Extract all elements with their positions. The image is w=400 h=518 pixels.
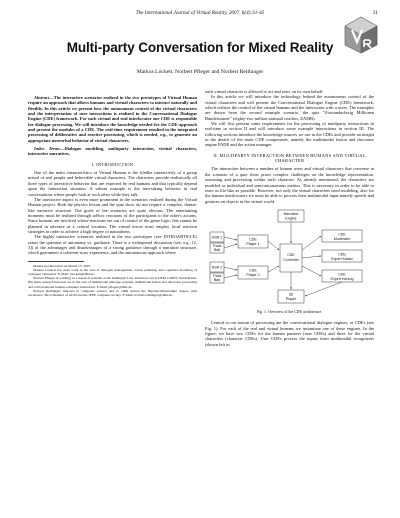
cde-controller-label-1: CDE bbox=[287, 252, 295, 257]
section-heading-multiparty: II. MULTIPARTY INTERACTION BETWEEN HUMANS AND VIRTUAL CHARACTER bbox=[213, 152, 366, 164]
cde-player1-label-1: CDE bbox=[249, 237, 257, 242]
left-column bbox=[28, 95, 197, 297]
cde-architecture-diagram bbox=[206, 208, 374, 308]
right-paragraph-1: each virtual character is allowed to act and react on its own behalf. bbox=[205, 89, 324, 94]
paper-authors: Markus Löckelt, Norbert Pfleger and Norbert Reithinger bbox=[136, 69, 264, 75]
player-3d-label-1: 3D bbox=[288, 292, 294, 297]
figure-caption: Fig. 1. Overview of the CDE architecture. bbox=[256, 309, 323, 314]
trackball2-label-2: Ball bbox=[214, 277, 220, 282]
footnote-received: Manuscript Received on March 15, 2007. bbox=[33, 263, 92, 268]
abstract bbox=[28, 95, 197, 143]
paper-title: Multi-party Conversation for Mixed Reality bbox=[66, 40, 334, 55]
running-head bbox=[22, 10, 378, 20]
index-terms bbox=[28, 146, 197, 157]
footnote-author-1: Markus Löckelt has done work in the area of dialogue management, action planning, and cognitive modeling of computer characters. E-Mail: loeckelt@dfki.de. bbox=[28, 267, 197, 277]
footnotes bbox=[28, 264, 197, 298]
intro-paragraph-3: The highly interactive scenarios realized in the two prototypes (see INTROARTICLE) raises the question of autonomy vs. guidance. There is a widespread discussion (see, e.g., [2, 3]) of the advantages and disadvantages of a strong guidance through a narration structure, which guarantees a coherent story experience, and the autonomous approach where bbox=[28, 234, 197, 256]
player-3d-label-2: Player bbox=[285, 296, 297, 301]
cde-controller-label-2: Controller bbox=[283, 257, 299, 262]
sec2-paragraph-1: The interaction between a number of human users and virtual characters that converse in the scenario of a quiz show poses complex challenges on the knowledge representation, reasoning and processing within each character. As already mentioned, the characters are modeled as individual and semi-autonomous entities. This is necessary in order to be able to react as life-like as possible. However, not only the virtual characters need modeling, also for the human interlocutors we must be able to process their multimodal input-namely speech and gestures on objects in the virtual world. bbox=[205, 166, 374, 204]
cde-player1-label-2: Player 1 bbox=[246, 241, 260, 246]
right-paragraph-3: We will first present some requirements for the processing of multiparty interactions in real-time in section II and will introduce some example interactions in section III. The following sections introduce the knowledge sources we use in the CDEs and provide an insight in the details of the main CDE components, namely the multimodal fusion and discourse engine FADE and the action manager. bbox=[205, 121, 374, 148]
intro-paragraph-2: The interactive aspect is even more prominent in the scenarios realized during the Virtual Human project. Both the physics lesson and the quiz show do not require a complex, drama-like narrative structure. The goals of the scenarios are quite obvious. The entertaining moments must be realized through ad-hoc reactions of the participants to the other's actions. Since humans are involved whose reactions are out of control of the game logic, this cannot be planned in advance at a central location. The virtual actors must employ local reaction strategies in order to achieve a high degree of naturalness. bbox=[28, 196, 197, 234]
section-heading-introduction: I. INTRODUCTION bbox=[91, 161, 134, 167]
cde-architecture-figure bbox=[206, 208, 374, 308]
cde-player2-label-2: Player 2 bbox=[246, 272, 260, 277]
cde-herzog-label-1: CDE bbox=[338, 272, 346, 277]
cde-moderator-label-2: Moderator bbox=[333, 236, 351, 241]
index-terms-text: —Dialogue modeling, multiparty interaction, virtual characters, interactive narratives. bbox=[28, 146, 198, 157]
right-paragraph-2: In this article we will introduce the technology behind the autonomous control of the virtual characters and will present the Conversational Dialogue Engine (CDE) framework, which realizes the control of the virtual humans and the interaction with a users. The examples are drawn from the second example scenario, the quiz "Zweiundachtzig Millionen Bundestrainer" (eighty-two million national coaches, ZAMB). bbox=[205, 94, 374, 121]
cde-kaiser-label-1: CDE bbox=[338, 252, 346, 257]
asr2-label: ASR 2 bbox=[211, 265, 223, 270]
right-column bbox=[205, 89, 374, 347]
narration-engine-label-2: Engine bbox=[285, 216, 297, 221]
footnote-author-2: Norbert Pfleger is working as a research scientist at the Intelligent User Interfaces lab at DFKI GmbH, Saarbrücken. His main research interests are in the area of multimodal dialogue systems, multimodal fusion and discourse processing and conversational human-computer interaction. E-Mail: pfleger@dfki.de. bbox=[28, 276, 197, 289]
cde-herzog-label-2: Expert Herzog bbox=[330, 276, 354, 281]
cde-player2-label-1: CDE bbox=[249, 268, 257, 273]
journal-citation: The International Journal of Virtual Reality, 2007, 6(4):31-42 bbox=[135, 10, 265, 16]
index-terms-label: Index Terms bbox=[34, 146, 60, 152]
abstract-label: Abstract bbox=[34, 95, 50, 100]
trackball1-label-1: Track bbox=[212, 243, 222, 248]
footnote-divider bbox=[28, 261, 84, 262]
sec2-paragraph-2: Central to our notion of processing are the conversational dialogue engines, or CDEs (see Fig. 1). For each of the real and virtual humans we instantiate one of these engines. In the figure, we have two CDEs for the human partners (user CDEs) and three for the virtual characters (character CDEs). User CDEs process the inputs from multimodal recognizers (shown left in bbox=[205, 320, 374, 347]
trackball2-label-1: Track bbox=[212, 273, 222, 278]
footnote-author-3: Norbert Reithinger majored in computer science and in 1989 earned his Diplom-Informatiker degree with excellence. He is member of ACM and the IEEE computer society. E-Mail: norbert.reithinger@dfki.de. bbox=[28, 288, 197, 298]
trackball1-label-2: Ball bbox=[214, 247, 220, 252]
cde-kaiser-label-2: Expert Kaiser bbox=[331, 256, 353, 261]
abstract-text: —The interactive scenarios realized in the two prototypes of Virtual Human require an approach that allows humans and virtual characters to interact naturally and flexibly. In this article we present how the autonomous control of the virtual characters and the interpretation of user interactions is realized in the Conversational Dialogue Engine (CDE) framework. For each virtual and real interlocutor one CDE is responsible for dialogue processing. We will introduce the knowledge needed for the CDE-approach and present the modules of a CDE. The real-time requirement resulted in the integrated processing of deliberative and reactive processing, which is needed, e.g., to generate an appropriate nonverbal behavior of virtual characters. bbox=[28, 95, 197, 143]
cde-moderator-label-1: CDE bbox=[338, 232, 346, 237]
asr1-label: ASR 1 bbox=[211, 235, 223, 240]
narration-engine-label-1: Narration bbox=[283, 211, 299, 216]
intro-paragraph-1: One of the main characteristics of Virtual Human is the lifelike interactivity of a group mixed of real people and believable virtual characters. The characters provide realistically all three types of interactive behavior that are expected by real humans and that typically depend upon the interaction situation. A salient example is the turn-taking behavior in real conversations where people look at each other while they talk. bbox=[28, 170, 197, 197]
page-number: 31 bbox=[372, 10, 378, 16]
